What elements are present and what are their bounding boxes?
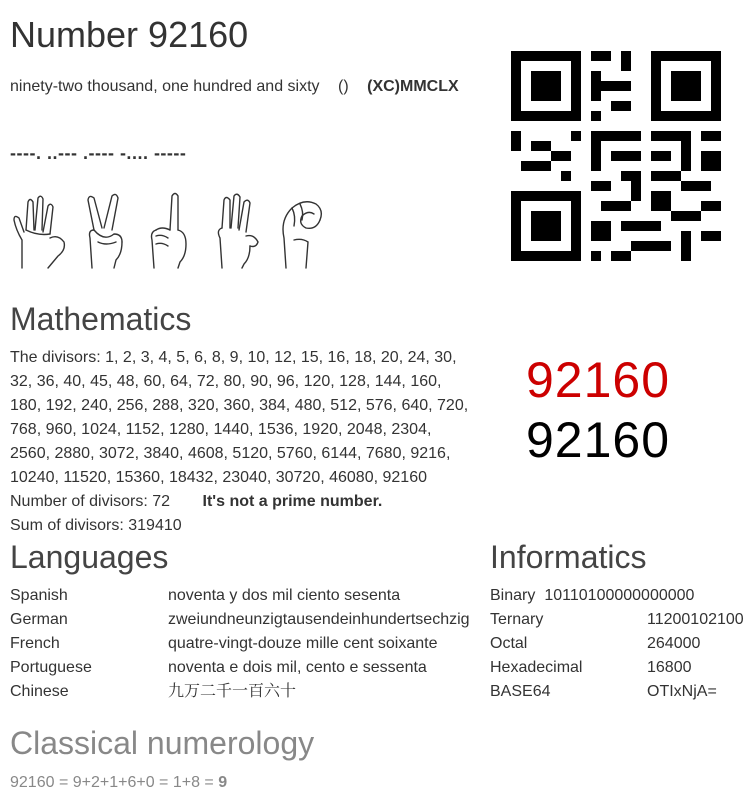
sign-language-hands <box>8 190 334 270</box>
mathematics-heading: Mathematics <box>10 301 192 337</box>
informatics-row <box>490 656 744 680</box>
language-name: Chinese <box>10 683 69 700</box>
informatics-label: BASE64 <box>490 683 551 700</box>
parens-text: () <box>338 78 349 95</box>
divisors-line: 768, 960, 1024, 1152, 1280, 1440, 1536, 1920, 2048, 2304, <box>10 421 432 438</box>
divisor-stats <box>10 490 480 514</box>
divisors-line: 32, 36, 40, 45, 48, 60, 64, 72, 80, 90, 96, 120, 128, 144, 160, <box>10 373 442 390</box>
number-of-divisors: Number of divisors: 72 <box>10 493 171 510</box>
numerology-result: 9 <box>218 774 228 791</box>
informatics-value: 264000 <box>647 635 701 652</box>
morse-code: ----. ..--- .---- -.... ----- <box>10 143 187 163</box>
divisors-line: The divisors: 1, 2, 3, 4, 5, 6, 8, 9, 10, 12, 15, 16, 18, 20, 24, 30, <box>10 349 457 366</box>
language-row <box>10 656 470 680</box>
hand-sign-two-icon <box>74 190 136 270</box>
informatics-value: 11200102100 <box>647 611 744 628</box>
divisors-line: 10240, 11520, 15360, 18432, 23040, 30720, 46080, 92160 <box>10 469 427 486</box>
languages-heading: Languages <box>10 539 169 575</box>
numerology-expression <box>10 774 227 792</box>
big-number-display <box>526 350 670 470</box>
roman-numeral: (XC)MMCLX <box>367 78 459 95</box>
big-number-black: 92160 <box>526 412 671 468</box>
qr-code-icon <box>511 51 721 261</box>
language-text: 九万二千一百六十 <box>168 683 297 700</box>
hand-sign-nine-icon <box>8 190 70 270</box>
language-name: Portuguese <box>10 659 92 676</box>
sum-of-divisors: Sum of divisors: 319410 <box>10 517 182 534</box>
binary-value: 10110100000000000 <box>544 587 695 604</box>
language-text: noventa e dois mil, cento e sessenta <box>168 659 427 676</box>
informatics-row <box>490 680 744 704</box>
language-row <box>10 680 470 704</box>
language-text: quatre-vingt-douze mille cent soixante <box>168 635 438 652</box>
informatics-heading: Informatics <box>490 539 647 575</box>
informatics-label: Octal <box>490 635 528 652</box>
language-text: noventa y dos mil ciento sesenta <box>168 587 401 604</box>
informatics-list <box>490 584 744 704</box>
language-name: French <box>10 635 60 652</box>
language-row <box>10 584 470 608</box>
numerology-sum: 92160 = 9+2+1+6+0 = 1+8 = <box>10 774 219 791</box>
language-row <box>10 608 470 632</box>
big-number-red: 92160 <box>526 352 671 408</box>
informatics-row <box>490 608 744 632</box>
binary-row <box>490 584 744 608</box>
number-in-words <box>10 78 459 96</box>
language-row <box>10 632 470 656</box>
language-name: Spanish <box>10 587 68 604</box>
informatics-value: 16800 <box>647 659 692 676</box>
binary-label: Binary <box>490 587 536 604</box>
hand-sign-six-icon <box>206 190 268 270</box>
prime-note: It's not a prime number. <box>202 493 383 510</box>
page-title: Number 92160 <box>10 14 249 55</box>
divisors-line: 180, 192, 240, 256, 288, 320, 360, 384, 480, 512, 576, 640, 720, <box>10 397 469 414</box>
informatics-value: OTIxNjA= <box>647 683 717 700</box>
language-name: German <box>10 611 68 628</box>
hand-sign-one-icon <box>140 190 202 270</box>
numerology-heading: Classical numerology <box>10 725 315 761</box>
languages-list <box>10 584 470 704</box>
informatics-label: Hexadecimal <box>490 659 583 676</box>
divisors-line: 2560, 2880, 3072, 3840, 4608, 5120, 5760, 6144, 7680, 9216, <box>10 445 451 462</box>
informatics-label: Ternary <box>490 611 544 628</box>
words-text: ninety-two thousand, one hundred and sixty <box>10 78 320 95</box>
divisors-block <box>10 346 480 538</box>
informatics-row <box>490 632 744 656</box>
language-text: zweiundneunzigtausendeinhundertsechzig <box>168 611 470 628</box>
hand-sign-zero-icon <box>272 190 334 270</box>
